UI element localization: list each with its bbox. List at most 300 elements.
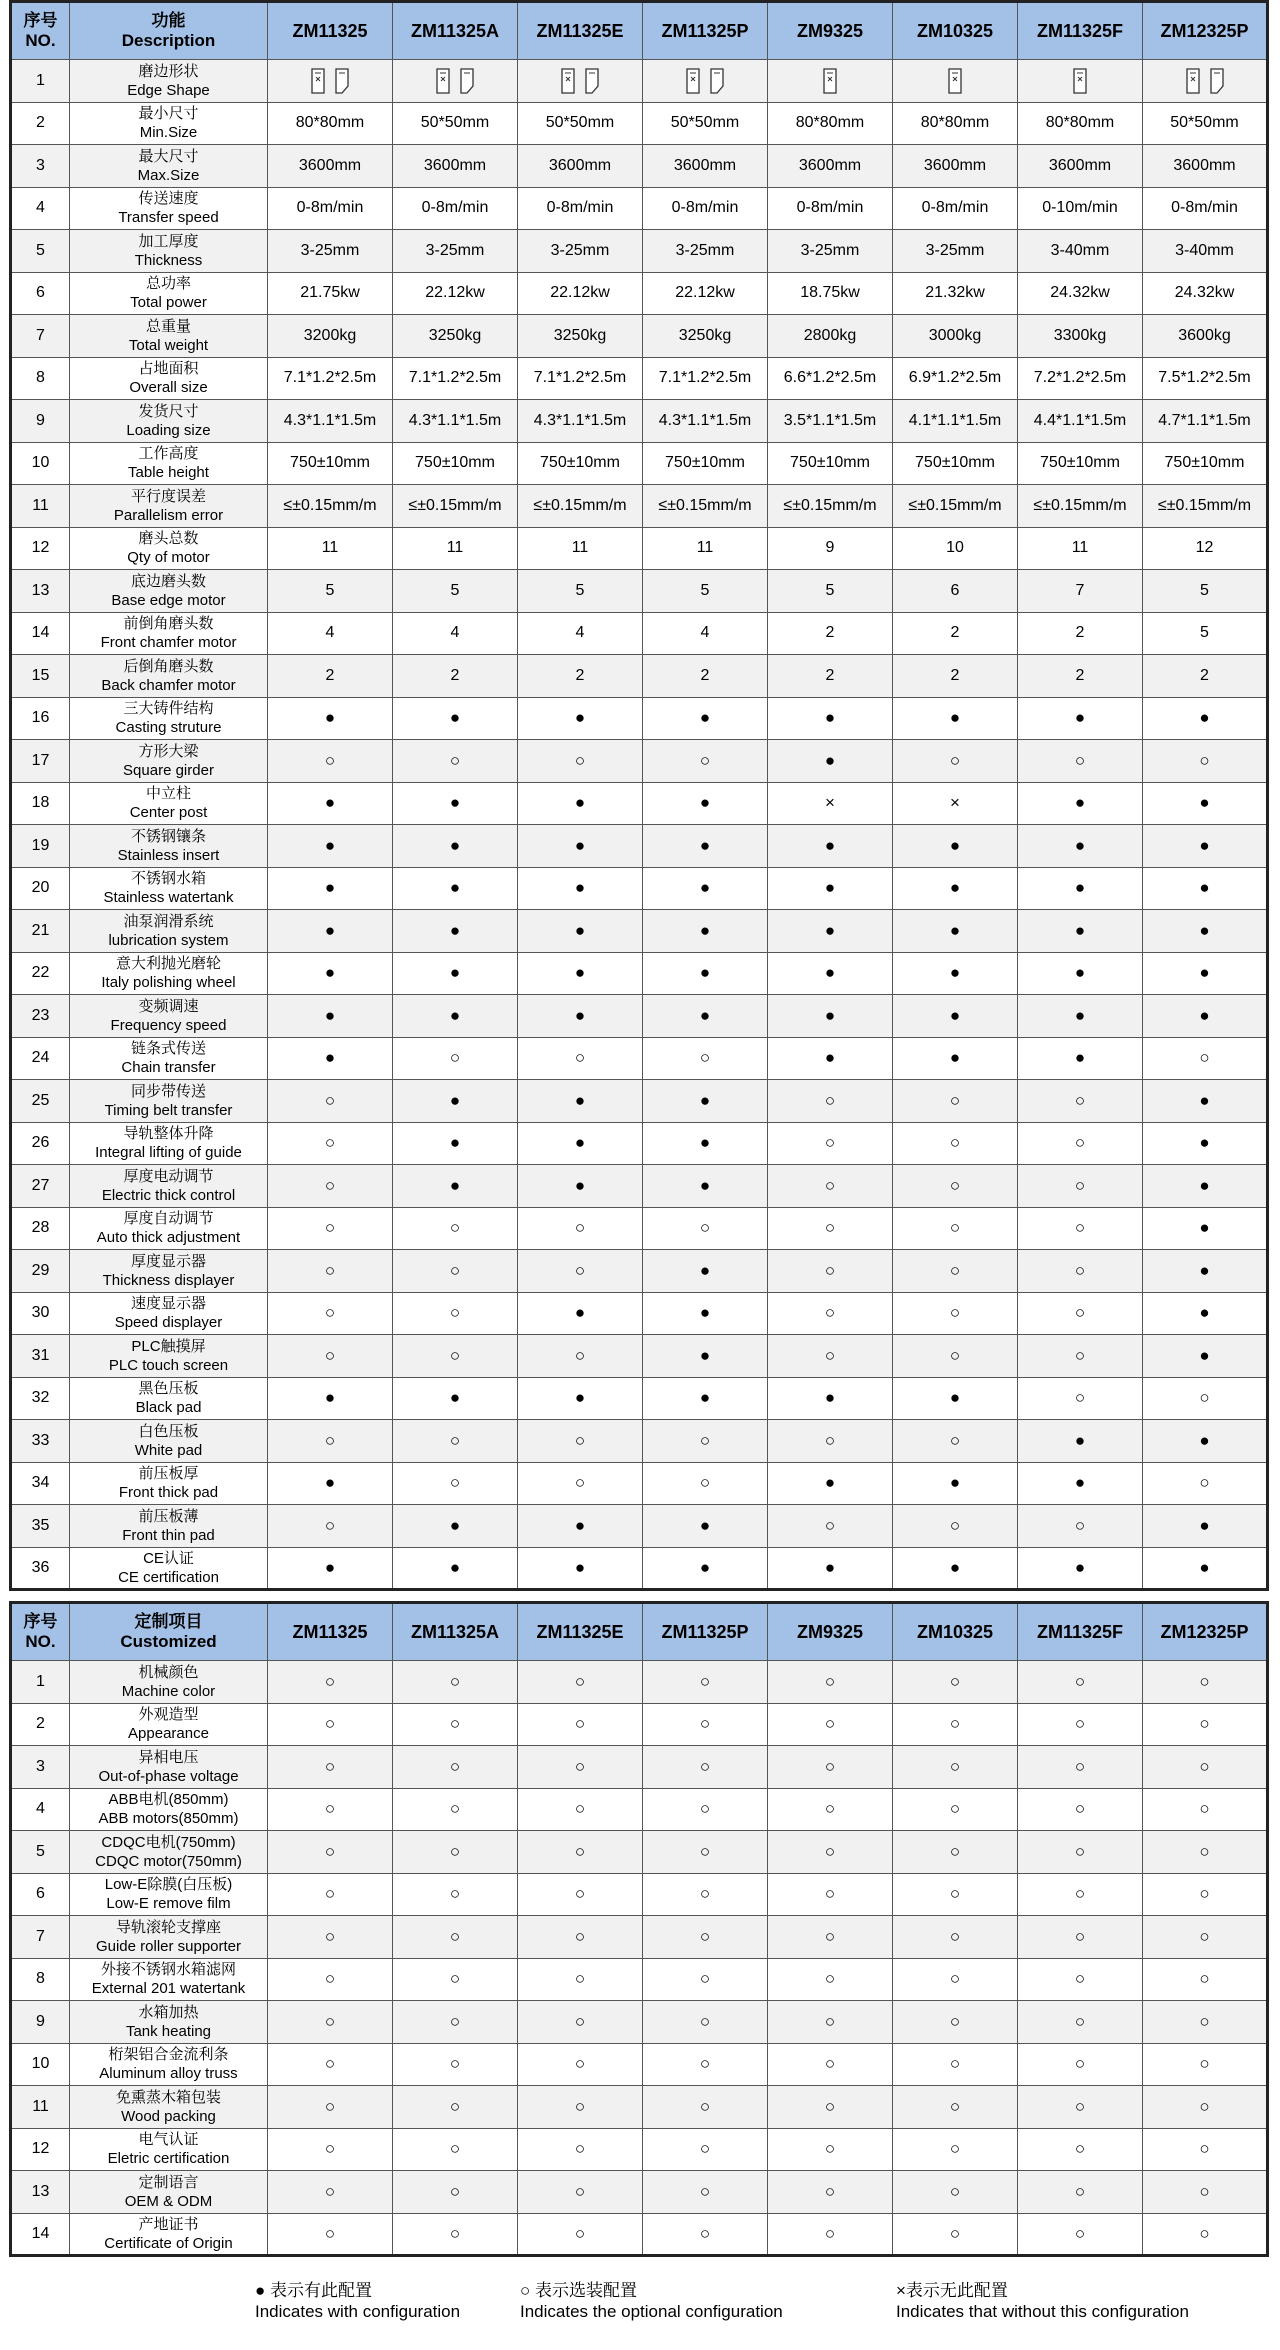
spec-value: ○ — [1143, 2086, 1268, 2129]
spec-value: ○ — [1018, 1958, 1143, 2001]
row-desc-en: Eletric certification — [107, 2150, 230, 2168]
spec-value: × — [893, 782, 1018, 825]
spec-value: ○ — [893, 1788, 1018, 1831]
spec-value: ○ — [1143, 2001, 1268, 2044]
spec-value: ○ — [518, 1037, 643, 1080]
spec-value: ● — [643, 1292, 768, 1335]
table-row — [11, 697, 1268, 740]
table-row — [11, 1916, 1268, 1959]
spec-value: ○ — [1143, 2128, 1268, 2171]
table-row — [11, 1788, 1268, 1831]
spec-value: 4 — [393, 612, 518, 655]
spec-value: ○ — [393, 1703, 518, 1746]
row-desc-cn: 前压板薄 — [138, 1507, 199, 1525]
row-desc-cn: 水箱加热 — [138, 2003, 199, 2021]
spec-value: ○ — [393, 2171, 518, 2214]
row-number: 11 — [11, 485, 70, 528]
spec-value: ○ — [768, 2213, 893, 2256]
row-desc-cn: 厚度自动调节 — [123, 1210, 214, 1228]
row-desc-cn: 最小尺寸 — [138, 105, 199, 123]
row-description — [70, 1505, 268, 1548]
spec-value: ● — [893, 867, 1018, 910]
row-description — [70, 1661, 268, 1704]
row-number: 6 — [11, 1873, 70, 1916]
edge-shape-cell — [768, 60, 893, 103]
spec-value: ● — [893, 910, 1018, 953]
legend-without — [896, 2280, 1189, 2322]
spec-value: 4.1*1.1*1.5m — [893, 400, 1018, 443]
spec-value: ● — [1018, 1462, 1143, 1505]
spec-value: ● — [1018, 1420, 1143, 1463]
header-custom-en: Customized — [120, 1632, 217, 1651]
spec-value: ○ — [393, 1420, 518, 1463]
row-desc-cn: PLC触摸屏 — [131, 1337, 206, 1355]
spec-value: ○ — [893, 1080, 1018, 1123]
spec-value: ● — [643, 952, 768, 995]
spec-value: ● — [1143, 1122, 1268, 1165]
spec-value: ● — [893, 952, 1018, 995]
header-no-en: NO. — [25, 31, 56, 50]
row-desc-cn: 平行度误差 — [130, 487, 206, 505]
row-description — [70, 2001, 268, 2044]
spec-value: ○ — [768, 2086, 893, 2129]
row-description — [70, 1420, 268, 1463]
spec-value: ○ — [643, 1037, 768, 1080]
spec-value: ≤±0.15mm/m — [643, 485, 768, 528]
header-desc-cn: 功能 — [151, 11, 186, 30]
row-desc-cn: 外接不锈钢水箱滤网 — [100, 1961, 236, 1979]
row-number: 2 — [11, 1703, 70, 1746]
spec-value: 2 — [893, 655, 1018, 698]
row-desc-cn: 异相电压 — [138, 1748, 199, 1766]
spec-value: 0-8m/min — [393, 187, 518, 230]
spec-value: ● — [1018, 697, 1143, 740]
spec-value: ○ — [643, 1788, 768, 1831]
row-desc-en: Casting struture — [115, 719, 222, 737]
spec-value: ○ — [393, 1462, 518, 1505]
table-row — [11, 442, 1268, 485]
edge-profile-icon — [947, 68, 963, 94]
row-description — [70, 2213, 268, 2256]
edge-shape-cell — [393, 60, 518, 103]
spec-value: ● — [1018, 1037, 1143, 1080]
spec-value: ● — [268, 952, 393, 995]
spec-value: ○ — [643, 2213, 768, 2256]
spec-value: ● — [393, 697, 518, 740]
spec-value: ● — [893, 825, 1018, 868]
spec-value: ○ — [268, 2171, 393, 2214]
spec-value: ○ — [518, 2128, 643, 2171]
table-row — [11, 612, 1268, 655]
spec-value: ○ — [893, 1916, 1018, 1959]
spec-value: 3600mm — [1143, 145, 1268, 188]
row-number: 26 — [11, 1122, 70, 1165]
spec-value: ○ — [1143, 1958, 1268, 2001]
spec-value: 22.12kw — [518, 272, 643, 315]
row-desc-cn: 机械颜色 — [138, 1663, 199, 1681]
spec-value: 3-25mm — [393, 230, 518, 273]
row-number: 19 — [11, 825, 70, 868]
spec-value: ○ — [268, 1250, 393, 1293]
row-number: 8 — [11, 1958, 70, 2001]
row-desc-cn: Low-E除膜(白压板) — [104, 1876, 233, 1894]
table-row — [11, 272, 1268, 315]
spec-value: ○ — [893, 2171, 1018, 2214]
row-desc-en: Frequency speed — [110, 1016, 227, 1034]
spec-value: ● — [393, 952, 518, 995]
spec-value: ○ — [1018, 1335, 1143, 1378]
spec-value: ○ — [643, 2171, 768, 2214]
spec-value: ● — [643, 910, 768, 953]
spec-value: 11 — [268, 527, 393, 570]
spec-value: ● — [643, 697, 768, 740]
row-number: 31 — [11, 1335, 70, 1378]
table-row — [11, 825, 1268, 868]
spec-value: ● — [518, 1547, 643, 1590]
row-description — [70, 1788, 268, 1831]
row-description — [70, 995, 268, 1038]
header-no-cn: 序号 — [23, 11, 58, 30]
row-description — [70, 1037, 268, 1080]
row-desc-en: Base edge motor — [111, 591, 226, 609]
spec-value: 5 — [268, 570, 393, 613]
spec-value: ○ — [643, 1661, 768, 1704]
spec-value: 4 — [268, 612, 393, 655]
spec-value: 2 — [643, 655, 768, 698]
row-number: 12 — [11, 2128, 70, 2171]
spec-value: ● — [643, 1377, 768, 1420]
spec-value: ● — [768, 995, 893, 1038]
spec-value: ○ — [643, 1916, 768, 1959]
row-desc-cn: 占地面积 — [138, 360, 199, 378]
spec-value: ● — [1143, 995, 1268, 1038]
model-header: ZM9325 — [768, 1603, 893, 1661]
spec-value: ○ — [393, 1661, 518, 1704]
spec-value: 0-8m/min — [643, 187, 768, 230]
spec-value: 3250kg — [393, 315, 518, 358]
row-description — [70, 272, 268, 315]
row-description — [70, 910, 268, 953]
spec-value: 3-25mm — [518, 230, 643, 273]
row-desc-en: PLC touch screen — [108, 1356, 229, 1374]
table-row — [11, 357, 1268, 400]
spec-value: 4.3*1.1*1.5m — [518, 400, 643, 443]
spec-value: ● — [643, 1250, 768, 1293]
row-number: 21 — [11, 910, 70, 953]
spec-value: 4.4*1.1*1.5m — [1018, 400, 1143, 443]
row-number: 1 — [11, 1661, 70, 1704]
spec-value: ○ — [393, 1335, 518, 1378]
row-desc-cn: 电气认证 — [138, 2131, 199, 2149]
spec-value: ○ — [393, 1958, 518, 2001]
row-desc-en: Electric thick control — [101, 1186, 236, 1204]
header-custom-cn: 定制项目 — [134, 1612, 203, 1631]
spec-value: ○ — [393, 1873, 518, 1916]
row-desc-cn: 变频调速 — [138, 997, 199, 1015]
spec-value: ○ — [768, 1335, 893, 1378]
header-description — [70, 2, 268, 60]
spec-value: ○ — [268, 1122, 393, 1165]
row-number: 9 — [11, 2001, 70, 2044]
spec-value: ○ — [643, 1462, 768, 1505]
spec-value: ● — [1018, 995, 1143, 1038]
table-row — [11, 1080, 1268, 1123]
customized-table-body — [11, 1661, 1268, 2256]
spec-value: ○ — [1018, 740, 1143, 783]
spec-value: ○ — [893, 2213, 1018, 2256]
row-number: 3 — [11, 145, 70, 188]
spec-value: ● — [893, 697, 1018, 740]
spec-value: ○ — [768, 1916, 893, 1959]
spec-value: ● — [518, 867, 643, 910]
spec-value: ≤±0.15mm/m — [268, 485, 393, 528]
row-desc-en: Loading size — [126, 421, 211, 439]
spec-value: ○ — [1018, 2086, 1143, 2129]
spec-value: ○ — [768, 2043, 893, 2086]
spec-value: ● — [1018, 952, 1143, 995]
spec-value: ● — [518, 1165, 643, 1208]
table-row — [11, 1831, 1268, 1874]
spec-value: ○ — [1018, 1916, 1143, 1959]
row-description — [70, 102, 268, 145]
spec-value: ○ — [518, 1703, 643, 1746]
spec-value: ● — [268, 1377, 393, 1420]
row-description — [70, 612, 268, 655]
table-row — [11, 1873, 1268, 1916]
spec-value: ● — [1143, 1080, 1268, 1123]
spec-value: 0-8m/min — [518, 187, 643, 230]
row-desc-cn: 桁架铝合金流利条 — [108, 2046, 229, 2064]
spec-value: ● — [643, 1547, 768, 1590]
spec-value: ○ — [1143, 1873, 1268, 1916]
row-desc-cn: 速度显示器 — [130, 1295, 206, 1313]
spec-value: ○ — [518, 1661, 643, 1704]
spec-value: ● — [1018, 825, 1143, 868]
spec-value: ○ — [518, 1420, 643, 1463]
row-desc-cn: 外观造型 — [138, 1706, 199, 1724]
spec-value: ○ — [1018, 1788, 1143, 1831]
spec-value: ○ — [643, 1420, 768, 1463]
table-row — [11, 2128, 1268, 2171]
spec-value: ○ — [893, 1335, 1018, 1378]
spec-value: ● — [1143, 1165, 1268, 1208]
row-description — [70, 655, 268, 698]
row-number: 13 — [11, 570, 70, 613]
edge-chamfer-icon — [584, 68, 600, 94]
spec-value: ○ — [1018, 2001, 1143, 2044]
spec-value: ○ — [268, 1165, 393, 1208]
spec-value: ○ — [768, 1958, 893, 2001]
spec-value: ○ — [1143, 2213, 1268, 2256]
spec-value: ○ — [518, 1958, 643, 2001]
spec-value: ● — [393, 867, 518, 910]
row-description — [70, 740, 268, 783]
spec-value: 2800kg — [768, 315, 893, 358]
spec-value: ○ — [768, 1420, 893, 1463]
spec-value: ○ — [1143, 740, 1268, 783]
row-desc-cn: 后倒角磨头数 — [123, 657, 214, 675]
row-description — [70, 1377, 268, 1420]
table-row — [11, 527, 1268, 570]
table-row — [11, 1505, 1268, 1548]
spec-value: ● — [1143, 782, 1268, 825]
spec-value: ≤±0.15mm/m — [1018, 485, 1143, 528]
table-row — [11, 1122, 1268, 1165]
spec-value: ● — [768, 867, 893, 910]
row-number: 29 — [11, 1250, 70, 1293]
row-description — [70, 1873, 268, 1916]
spec-value: ○ — [268, 1746, 393, 1789]
spec-value: ○ — [768, 1703, 893, 1746]
spec-value: ○ — [893, 1122, 1018, 1165]
row-desc-cn: 总重量 — [145, 317, 191, 335]
row-description — [70, 485, 268, 528]
spec-value: ○ — [518, 2086, 643, 2129]
spec-value: ● — [518, 1122, 643, 1165]
row-description — [70, 1122, 268, 1165]
spec-value: 2 — [768, 655, 893, 698]
spec-value: ○ — [393, 2128, 518, 2171]
row-desc-cn: 不锈钢水箱 — [130, 870, 206, 888]
spec-value: ● — [643, 1165, 768, 1208]
table-row — [11, 1547, 1268, 1590]
spec-value: ○ — [268, 2128, 393, 2171]
spec-value: 3600mm — [393, 145, 518, 188]
spec-value: ○ — [1143, 1462, 1268, 1505]
spec-value: 2 — [1018, 655, 1143, 698]
spec-value: ● — [393, 1547, 518, 1590]
spec-value: ● — [518, 1377, 643, 1420]
table-row — [11, 740, 1268, 783]
spec-value: 9 — [768, 527, 893, 570]
row-desc-cn: 导轨滚轮支撑座 — [115, 1918, 221, 1936]
spec-value: ● — [643, 825, 768, 868]
row-desc-cn: 前压板厚 — [138, 1465, 199, 1483]
row-desc-en: Overall size — [129, 379, 208, 397]
spec-value: 7.1*1.2*2.5m — [518, 357, 643, 400]
row-description — [70, 1547, 268, 1590]
spec-value: ○ — [518, 2043, 643, 2086]
spec-value: ○ — [643, 1958, 768, 2001]
table-row — [11, 145, 1268, 188]
spec-value: 11 — [1018, 527, 1143, 570]
spec-value: ○ — [1143, 2171, 1268, 2214]
spec-value: ○ — [643, 2128, 768, 2171]
row-number: 32 — [11, 1377, 70, 1420]
row-description — [70, 145, 268, 188]
spec-value: ○ — [893, 1746, 1018, 1789]
row-desc-en: Front chamfer motor — [100, 634, 237, 652]
row-description — [70, 1165, 268, 1208]
spec-value: ● — [893, 1462, 1018, 1505]
row-description — [70, 1250, 268, 1293]
table-row — [11, 910, 1268, 953]
spec-value: ○ — [1018, 1703, 1143, 1746]
spec-value: ○ — [1143, 1746, 1268, 1789]
row-number: 13 — [11, 2171, 70, 2214]
spec-value: ● — [518, 1292, 643, 1335]
spec-value: 11 — [643, 527, 768, 570]
row-description — [70, 1703, 268, 1746]
edge-shape-cell — [1018, 60, 1143, 103]
spec-value: 22.12kw — [643, 272, 768, 315]
spec-value: ○ — [268, 1420, 393, 1463]
model-header: ZM11325A — [393, 1603, 518, 1661]
spec-value: ○ — [643, 2086, 768, 2129]
spec-value: ○ — [1018, 1377, 1143, 1420]
spec-value: 4.3*1.1*1.5m — [393, 400, 518, 443]
spec-value: ● — [393, 825, 518, 868]
row-desc-en: Stainless insert — [117, 846, 220, 864]
spec-value: ○ — [268, 1292, 393, 1335]
spec-value: ○ — [1018, 2213, 1143, 2256]
spec-value: ● — [1018, 1547, 1143, 1590]
spec-value: ○ — [893, 2128, 1018, 2171]
row-desc-en: OEM & ODM — [124, 2192, 213, 2210]
spec-value: ○ — [893, 1703, 1018, 1746]
row-number: 16 — [11, 697, 70, 740]
table-row — [11, 1037, 1268, 1080]
spec-value: ● — [768, 910, 893, 953]
row-number: 17 — [11, 740, 70, 783]
table-row — [11, 1661, 1268, 1704]
spec-value: ○ — [768, 1746, 893, 1789]
edge-profile-icon — [435, 68, 451, 94]
row-desc-cn: 前倒角磨头数 — [123, 615, 214, 633]
row-desc-cn: 定制语言 — [138, 2173, 199, 2191]
spec-value: 11 — [393, 527, 518, 570]
row-number: 10 — [11, 442, 70, 485]
spec-value: ● — [768, 825, 893, 868]
row-desc-cn: 底边磨头数 — [130, 572, 206, 590]
spec-value: ● — [1143, 697, 1268, 740]
row-desc-cn: 中立柱 — [145, 785, 191, 803]
row-desc-en: Machine color — [121, 1682, 216, 1700]
table-row — [11, 1958, 1268, 2001]
spec-value: ● — [518, 952, 643, 995]
spec-value: ○ — [518, 1746, 643, 1789]
model-header: ZM11325F — [1018, 1603, 1143, 1661]
row-desc-en: External 201 watertank — [91, 1980, 246, 1998]
model-header: ZM12325P — [1143, 2, 1268, 60]
spec-value: ○ — [268, 2213, 393, 2256]
row-desc-en: Total weight — [128, 336, 209, 354]
row-desc-en: Out-of-phase voltage — [98, 1767, 239, 1785]
spec-value: 2 — [518, 655, 643, 698]
row-number: 9 — [11, 400, 70, 443]
table-row — [11, 995, 1268, 1038]
row-desc-cn: 免熏蒸木箱包装 — [115, 2088, 221, 2106]
row-desc-en: Square girder — [123, 761, 214, 779]
spec-value: ○ — [268, 1080, 393, 1123]
legend-optional-en: Indicates the optional configuration — [520, 2302, 783, 2321]
row-description — [70, 442, 268, 485]
table-row — [11, 2001, 1268, 2044]
spec-value: 5 — [1143, 570, 1268, 613]
spec-value: × — [768, 782, 893, 825]
row-desc-en: Low-E remove film — [106, 1895, 231, 1913]
row-desc-en: Min.Size — [139, 124, 198, 142]
spec-value: ○ — [1143, 1703, 1268, 1746]
table-row — [11, 1746, 1268, 1789]
spec-value: 3.5*1.1*1.5m — [768, 400, 893, 443]
row-desc-cn: 同步带传送 — [130, 1082, 206, 1100]
spec-value: 18.75kw — [768, 272, 893, 315]
spec-value: 3600mm — [893, 145, 1018, 188]
spec-value: 7.1*1.2*2.5m — [393, 357, 518, 400]
spec-value: ○ — [893, 1165, 1018, 1208]
spec-value: ○ — [768, 1250, 893, 1293]
